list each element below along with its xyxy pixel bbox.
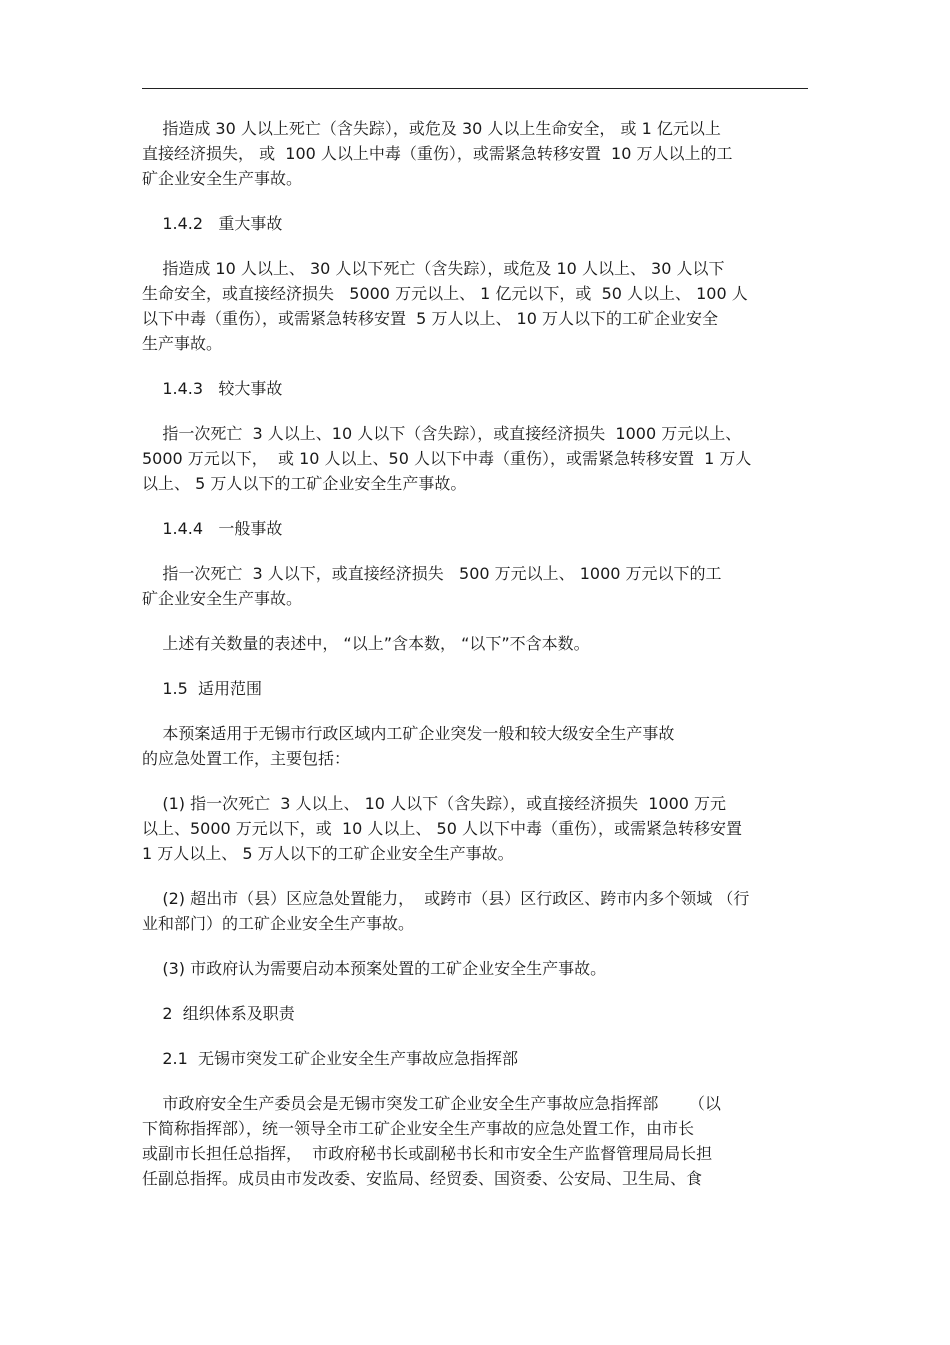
text-line: 或副市长担任总指挥， 市政府秘书长或副秘书长和市安全生产监督管理局局长担: [142, 1144, 713, 1163]
text-line: 市政府安全生产委员会是无锡市突发工矿企业安全生产事故应急指挥部 （以: [142, 1094, 721, 1113]
text-line: (3) 市政府认为需要启动本预案处置的工矿企业安全生产事故。: [142, 959, 607, 978]
text-line: 下简称指挥部），统一领导全市工矿企业安全生产事故的应急处置工作，由市长: [142, 1119, 695, 1138]
section-heading-2-1: 2.1 无锡市突发工矿企业安全生产事故应急指挥部: [142, 1049, 518, 1068]
text-line: (2) 超出市（县）区应急处置能力， 或跨市（县）区行政区、跨市内多个领域 （行: [142, 889, 750, 908]
section-heading-1-4-3: 1.4.3 较大事故: [142, 379, 283, 398]
text-line: 指一次死亡 3 人以上、10 人以下（含失踪），或直接经济损失 1000 万元以上、: [142, 424, 742, 443]
text-line: 以上、5000 万元以下，或 10 人以上、 50 人以下中毒（重伤），或需紧急转移安置: [142, 819, 742, 838]
text-line: 矿企业安全生产事故。: [142, 589, 303, 608]
text-line: 1 万人以上、 5 万人以下的工矿企业安全生产事故。: [142, 844, 514, 863]
paragraph-scope: [142, 721, 814, 771]
paragraph-general-definition: [142, 561, 814, 611]
text-line: 的应急处置工作，主要包括：: [142, 749, 351, 768]
text-line: 生命安全，或直接经济损失 5000 万元以上、 1 亿元以下，或 50 人以上、 100 人: [142, 284, 748, 303]
text-line: 指造成 10 人以上、 30 人以下死亡（含失踪），或危及 10 人以上、 30 人以下: [142, 259, 725, 278]
paragraph-larger-definition: [142, 421, 814, 496]
text-line: 矿企业安全生产事故。: [142, 169, 303, 188]
text-line: (1) 指一次死亡 3 人以上、 10 人以下（含失踪），或直接经济损失 1000 万元: [142, 794, 727, 813]
header-rule: [142, 88, 808, 89]
paragraph-especially-serious-definition: [142, 116, 814, 191]
paragraph-command-center: [142, 1091, 814, 1191]
text-line: 生产事故。: [142, 334, 223, 353]
section-heading-1-4-4: 1.4.4 一般事故: [142, 519, 283, 538]
text-line: 指一次死亡 3 人以下，或直接经济损失 500 万元以上、 1000 万元以下的工: [142, 564, 722, 583]
text-line: 5000 万元以下， 或 10 人以上、50 人以下中毒（重伤），或需紧急转移安置 1 万人: [142, 449, 752, 468]
text-line: 指造成 30 人以上死亡（含失踪），或危及 30 人以上生命安全， 或 1 亿元以上: [142, 119, 721, 138]
paragraph-scope-item-1: [142, 791, 814, 866]
section-heading-1-4-2: 1.4.2 重大事故: [142, 214, 283, 233]
text-line: 以上、 5 万人以下的工矿企业安全生产事故。: [142, 474, 467, 493]
section-heading-2: 2 组织体系及职责: [142, 1004, 295, 1023]
text-line: 以下中毒（重伤），或需紧急转移安置 5 万人以上、 10 万人以下的工矿企业安全: [142, 309, 718, 328]
text-line: 直接经济损失， 或 100 人以上中毒（重伤），或需紧急转移安置 10 万人以上的工: [142, 144, 733, 163]
text-line: 本预案适用于无锡市行政区域内工矿企业突发一般和较大级安全生产事故: [142, 724, 675, 743]
section-heading-1-5: 1.5 适用范围: [142, 679, 262, 698]
text-line: 上述有关数量的表述中， “以上”含本数， “以下”不含本数。: [142, 634, 590, 653]
paragraph-scope-item-3: [142, 956, 814, 981]
text-line: 业和部门）的工矿企业安全生产事故。: [142, 914, 415, 933]
text-line: 任副总指挥。成员由市发改委、安监局、经贸委、国资委、公安局、卫生局、食: [142, 1169, 703, 1188]
document-body: [142, 116, 814, 1211]
paragraph-scope-item-2: [142, 886, 814, 936]
paragraph-quantity-note: [142, 631, 814, 656]
paragraph-serious-definition: [142, 256, 814, 356]
